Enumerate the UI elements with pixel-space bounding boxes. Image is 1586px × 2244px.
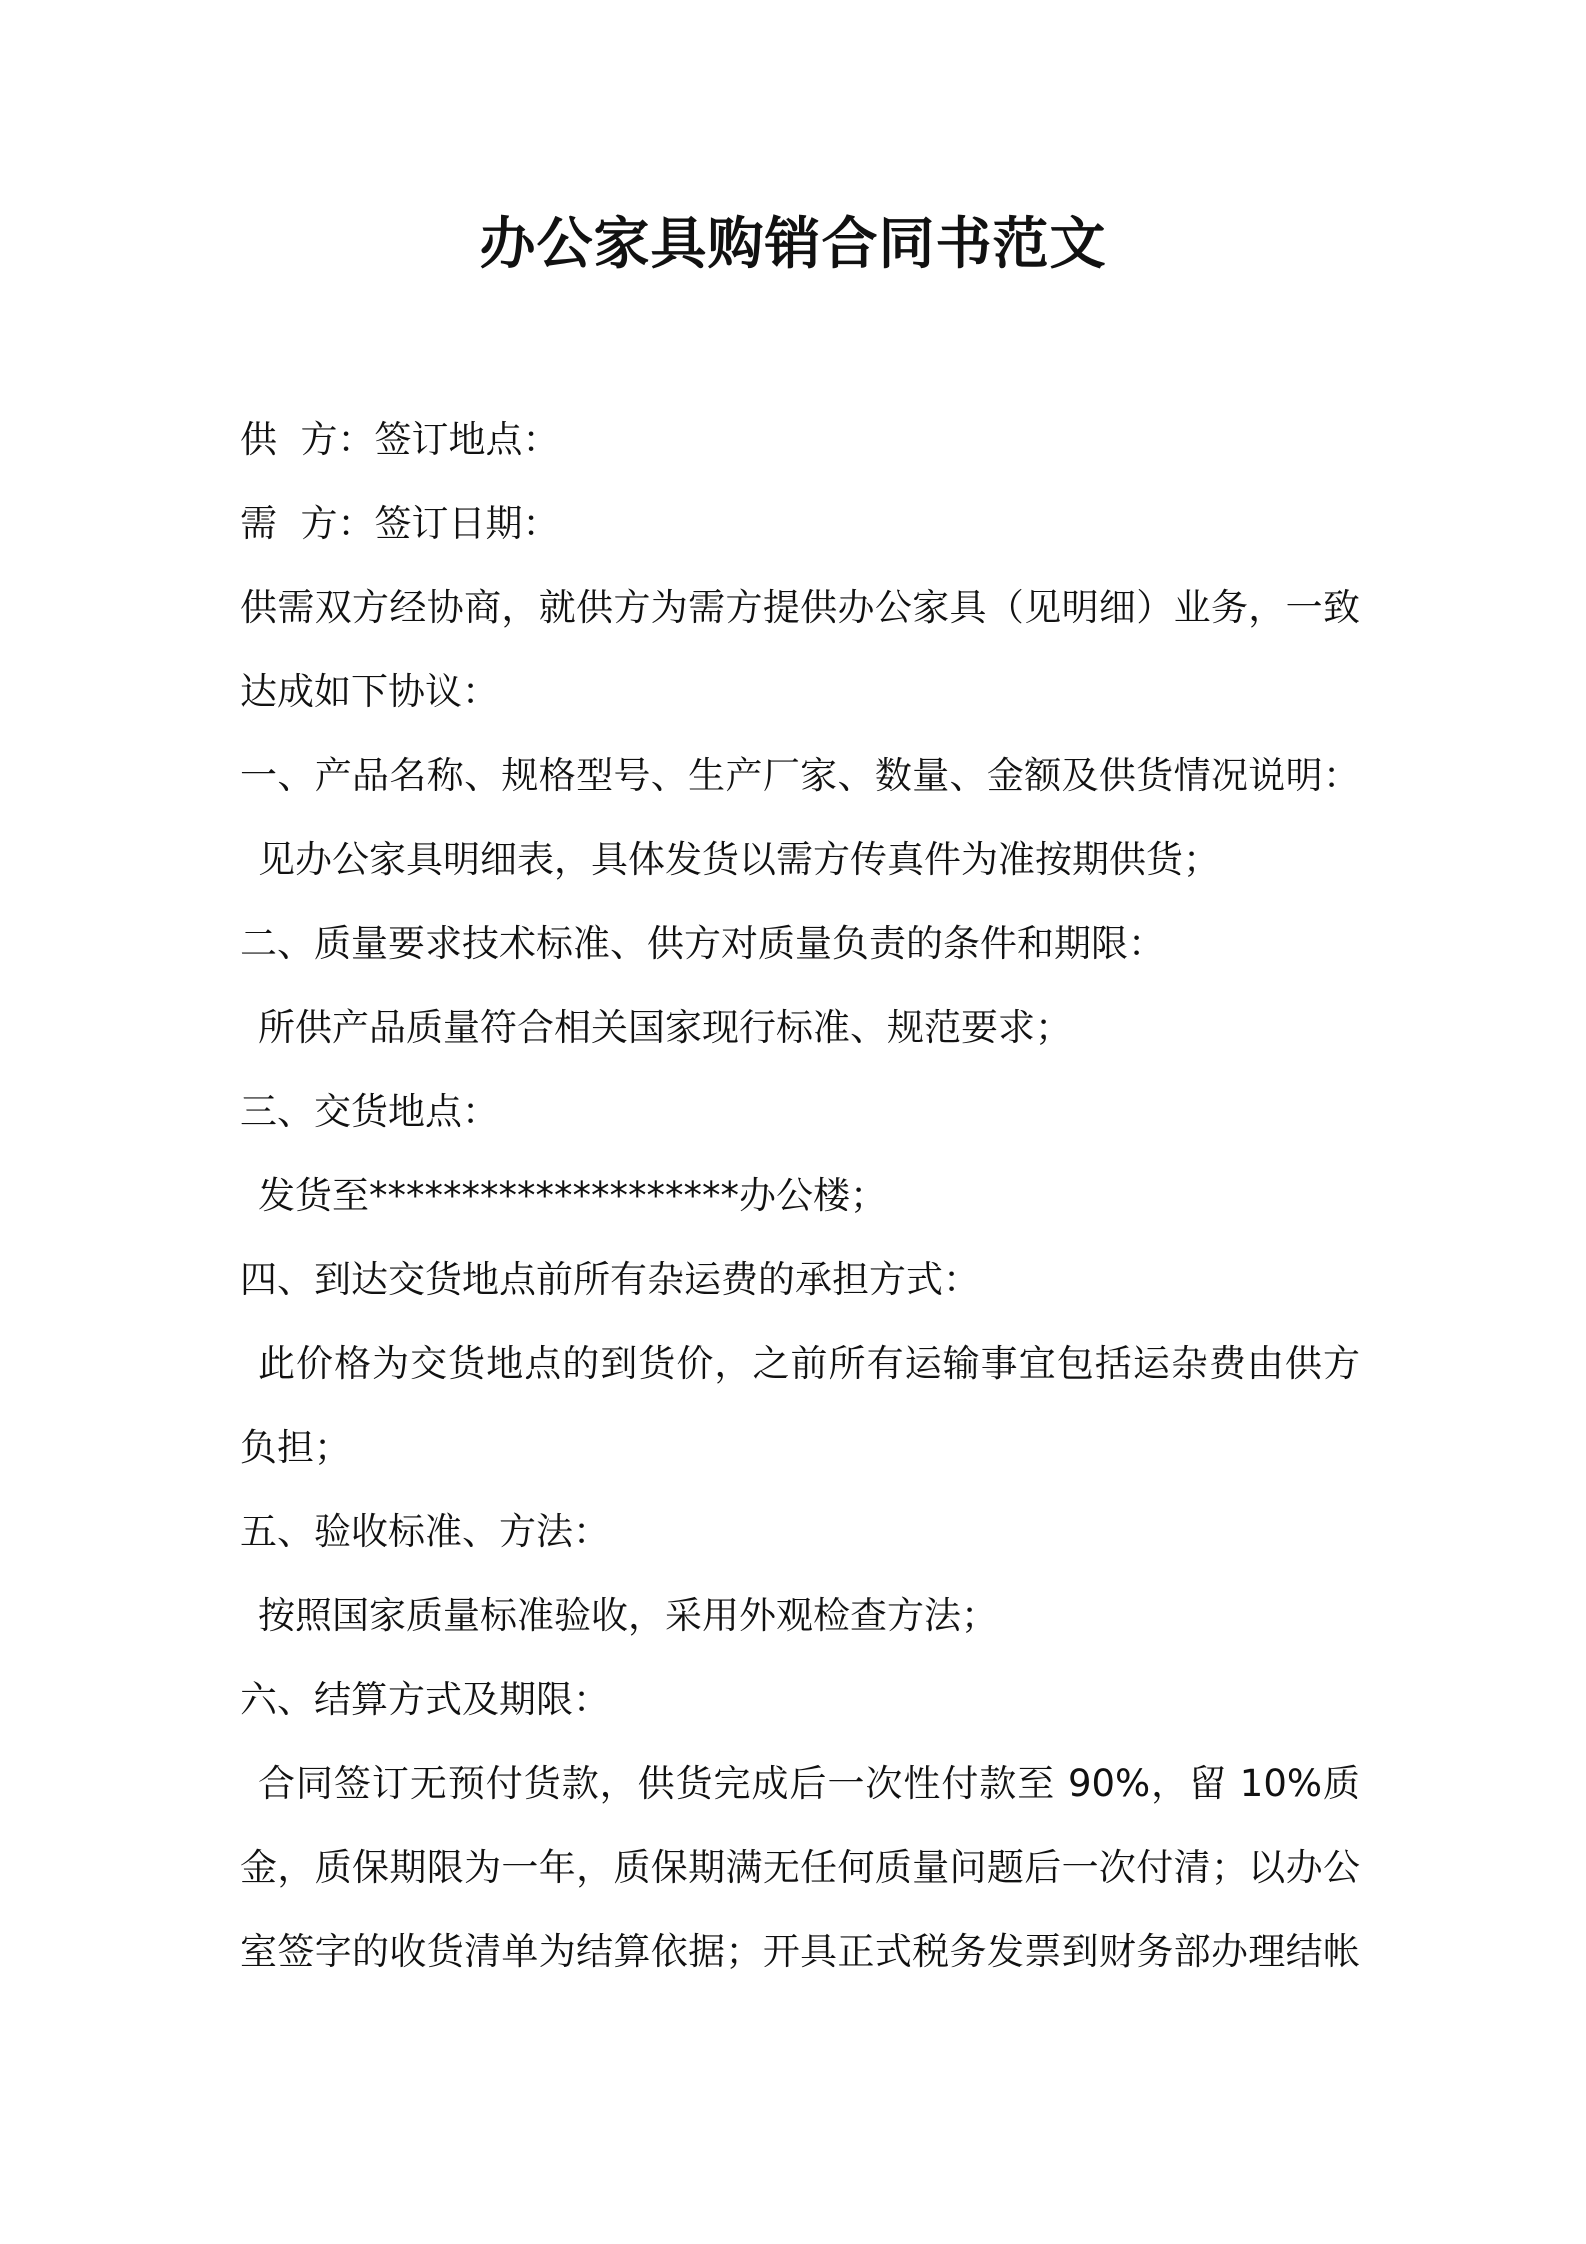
clause-1-heading: 一、产品名称、规格型号、生产厂家、数量、金额及供货情况说明：	[240, 754, 1360, 797]
clause-2-body: 所供产品质量符合相关国家现行标准、规范要求；	[258, 1006, 1072, 1049]
clause-6-body-3: 室签字的收货清单为结算依据；开具正式税务发票到财务部办理结帐	[240, 1930, 1360, 1973]
clause-4-body-1: 此价格为交货地点的到货价，之前所有运输事宜包括运杂费由供方	[258, 1342, 1360, 1385]
intro-line-2: 达成如下协议：	[240, 670, 499, 713]
document-body	[240, 398, 1360, 1994]
clause-4-body-2: 负担；	[240, 1426, 351, 1469]
buyer-line: 需 方：签订日期：	[240, 502, 560, 545]
clause-3-heading: 三、交货地点：	[240, 1090, 499, 1133]
clause-5-heading: 五、验收标准、方法：	[240, 1510, 610, 1553]
document-title: 办公家具购销合同书范文	[479, 212, 1107, 277]
clause-1-body: 见办公家具明细表，具体发货以需方传真件为准按期供货；	[258, 838, 1220, 881]
clause-6-heading: 六、结算方式及期限：	[240, 1678, 610, 1721]
clause-2-heading: 二、质量要求技术标准、供方对质量负责的条件和期限：	[240, 922, 1165, 965]
clause-6-body-1: 合同签订无预付货款，供货完成后一次性付款至 90%，留 10%质	[258, 1762, 1360, 1805]
clause-4-heading: 四、到达交货地点前所有杂运费的承担方式：	[240, 1258, 980, 1301]
supplier-line: 供 方：签订地点：	[240, 418, 560, 461]
clause-5-body: 按照国家质量标准验收，采用外观检查方法；	[258, 1594, 998, 1637]
clause-3-body: 发货至********************办公楼；	[258, 1174, 887, 1217]
clause-6-body-2: 金，质保期限为一年，质保期满无任何质量问题后一次付清；以办公	[240, 1846, 1360, 1889]
intro-line-1: 供需双方经协商，就供方为需方提供办公家具（见明细）业务，一致	[240, 586, 1360, 629]
